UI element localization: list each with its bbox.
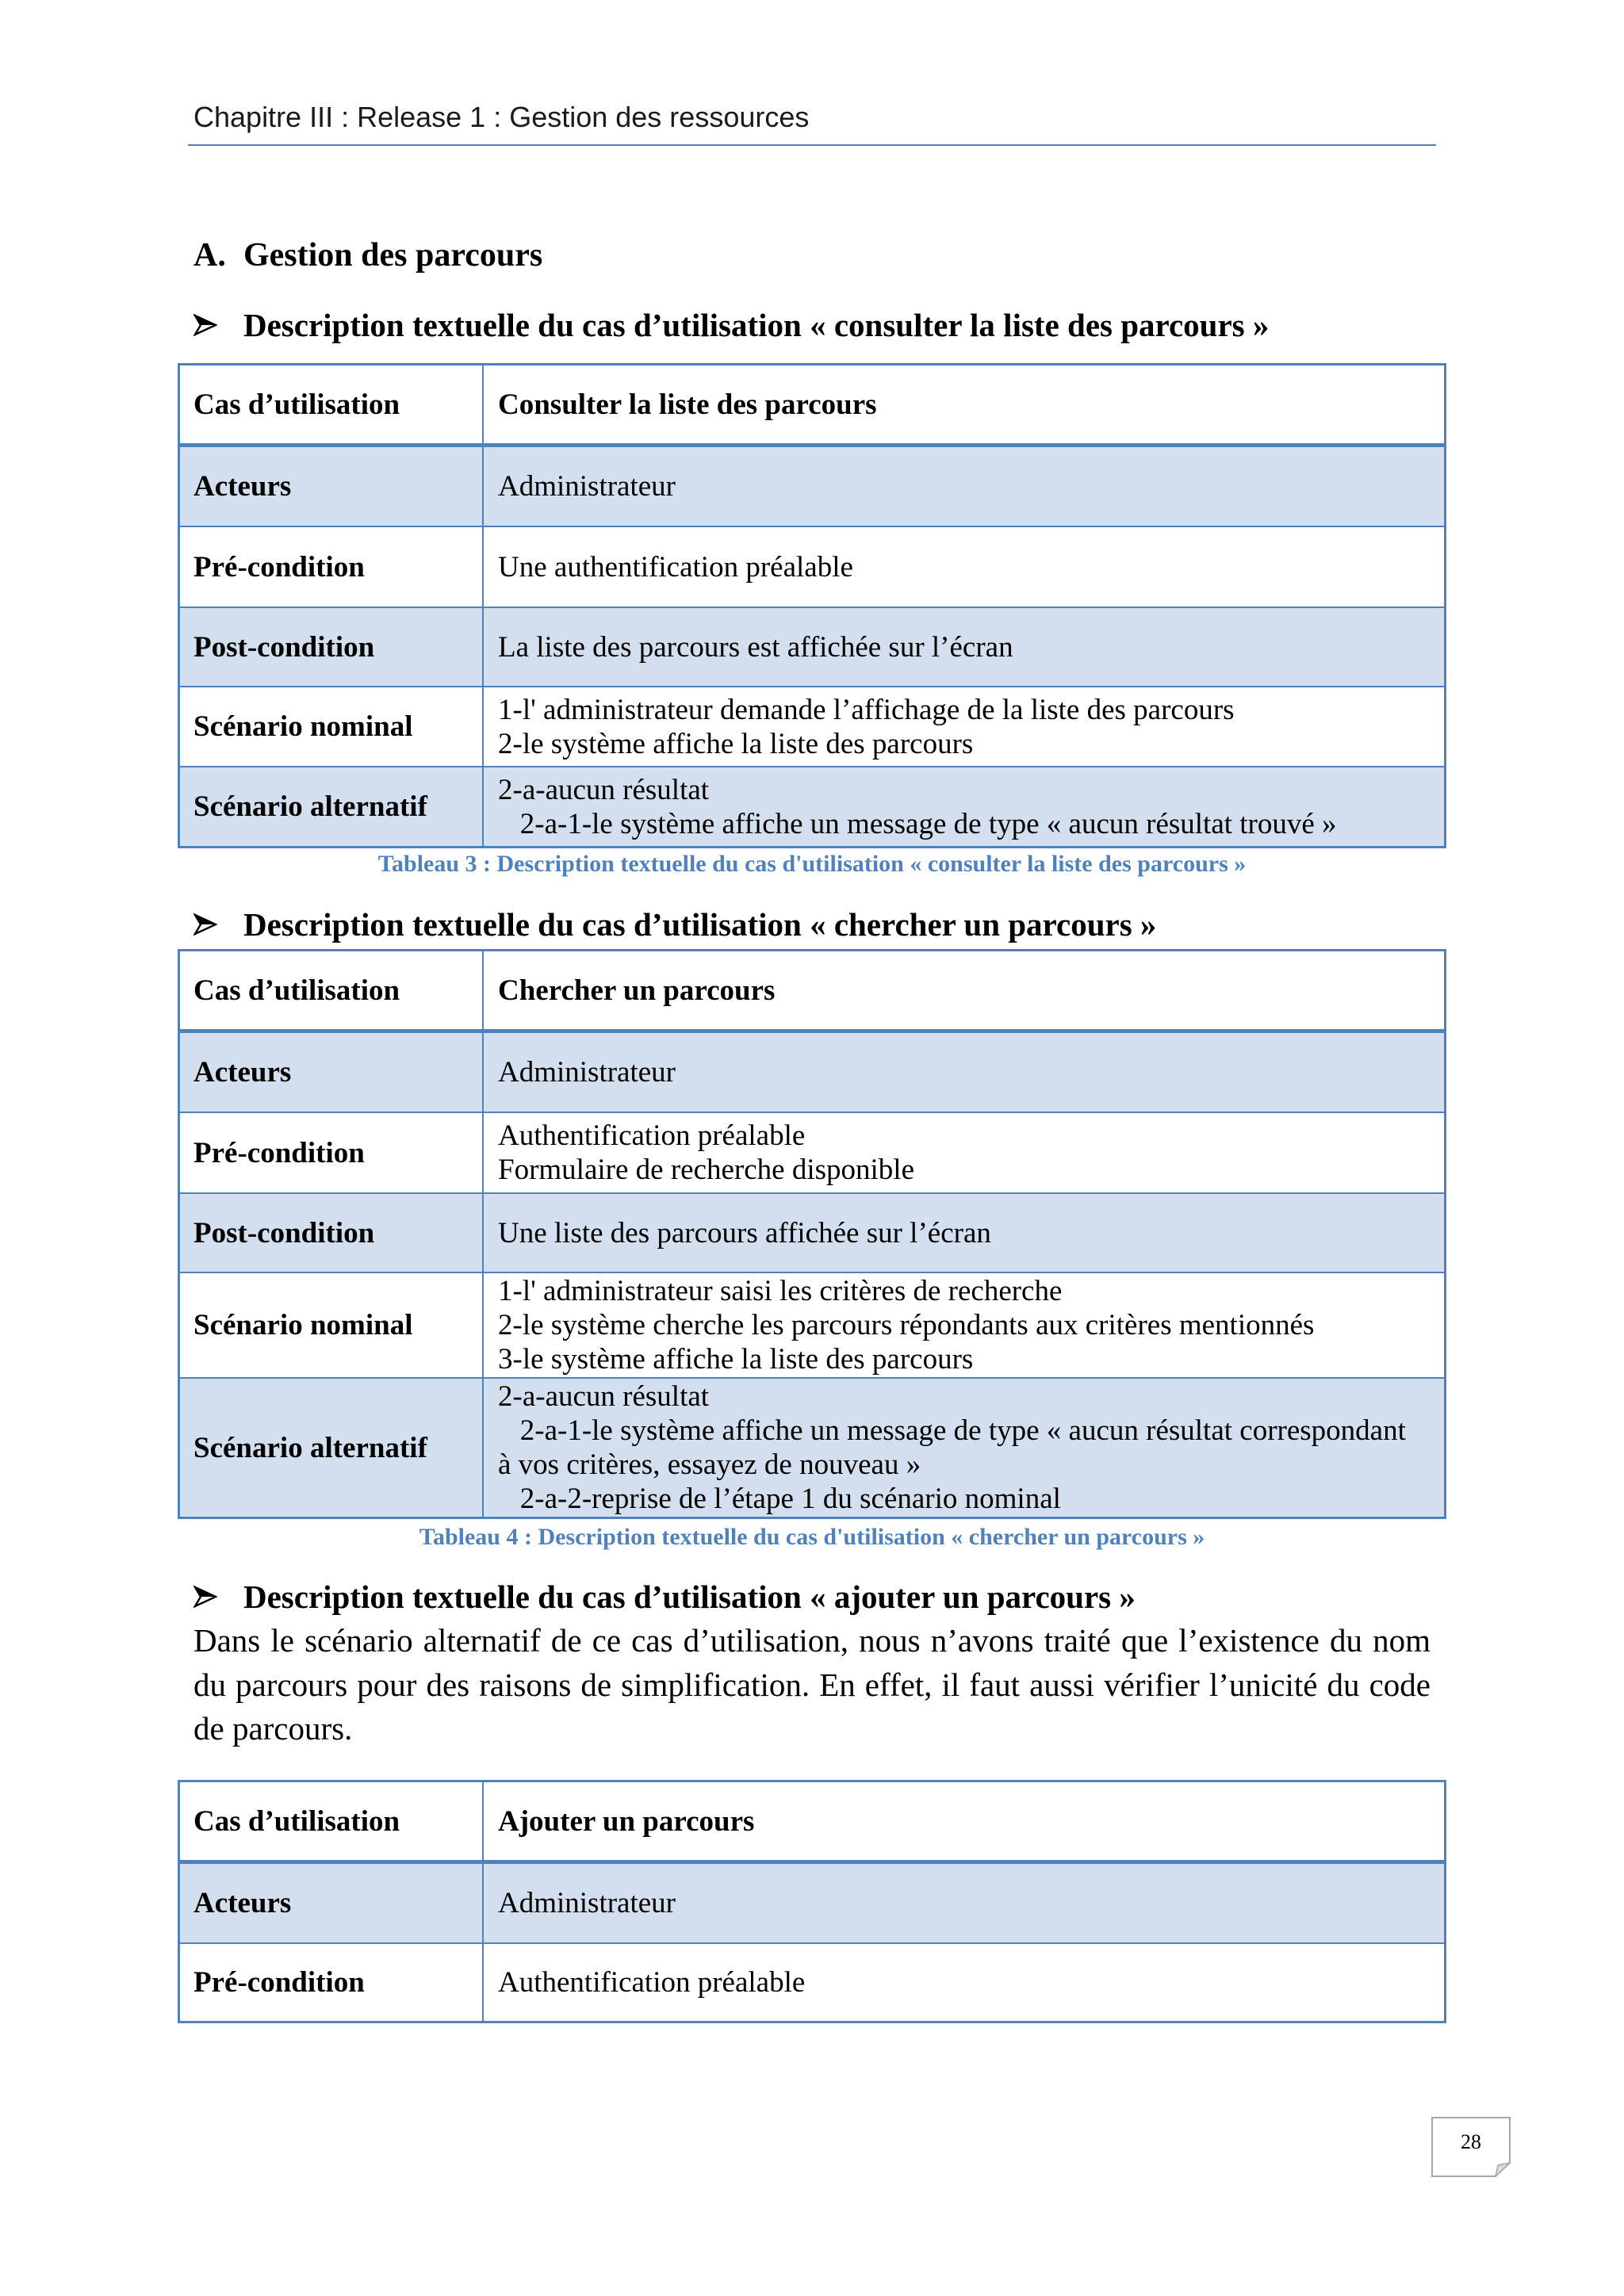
table-header-row: [180, 951, 1444, 1033]
row-label: [180, 1379, 484, 1517]
row-value-line: 2-a-aucun résultat: [498, 1380, 710, 1413]
row-label-text: Post-condition: [193, 1216, 375, 1249]
use-case-heading-text: Description textuelle du cas d’utilisation « consulter la liste des parcours »: [243, 307, 1270, 343]
row-label-text: Acteurs: [193, 1887, 292, 1919]
paragraph-line: de parcours.: [193, 1710, 353, 1747]
row-value: [484, 1273, 1444, 1377]
page-number-box: [1431, 2117, 1511, 2177]
row-label: [180, 1944, 484, 2021]
row-value-line: à vos critères, essayez de nouveau »: [498, 1448, 921, 1481]
row-label: [180, 687, 484, 766]
row-label-text: Pré-condition: [193, 1136, 365, 1169]
row-value-line: Authentification préalable: [498, 1966, 806, 1999]
row-value-line: Une authentification préalable: [498, 550, 853, 584]
table-row-pre-condition: [180, 1113, 1444, 1194]
row-value-line: Formulaire de recherche disponible: [498, 1154, 914, 1186]
use-case-heading: [193, 306, 1269, 344]
table-header-value: [484, 1782, 1444, 1860]
table-header-label-text: Cas d’utilisation: [193, 388, 400, 421]
table-header-value: [484, 951, 1444, 1029]
table-header-label: [180, 1782, 484, 1860]
use-case-heading-text: Description textuelle du cas d’utilisation « chercher un parcours »: [243, 906, 1157, 943]
row-value: [484, 1944, 1444, 2021]
use-case-table: [178, 949, 1446, 1519]
row-value-line: 2-a-aucun résultat: [498, 773, 710, 806]
use-case-heading: [193, 905, 1156, 943]
row-label: [180, 1864, 484, 1942]
row-label-text: Post-condition: [193, 630, 375, 664]
row-label-text: Acteurs: [193, 470, 292, 503]
table-header-value: [484, 365, 1444, 443]
body-paragraph: [193, 1619, 1431, 1751]
page-number: 28: [1461, 2130, 1481, 2153]
table-row-pre-condition: [180, 527, 1444, 608]
row-value: [484, 1033, 1444, 1112]
row-label: [180, 1194, 484, 1272]
use-case-table: [178, 1780, 1446, 2023]
row-label-text: Acteurs: [193, 1056, 292, 1089]
header-rule: [188, 144, 1436, 146]
table-header-value-text: Consulter la liste des parcours: [498, 388, 877, 421]
row-value-line: Administrateur: [498, 470, 676, 503]
row-value-line: 2-le système cherche les parcours répondants aux critères mentionnés: [498, 1309, 1315, 1341]
row-value-line: 1-l' administrateur demande l’affichage de la liste des parcours: [498, 693, 1235, 726]
row-value: [484, 447, 1444, 526]
paragraph-line: du parcours pour des raisons de simplification. En effet, il faut aussi vérifier l’unicité du code: [193, 1666, 1431, 1703]
table-header-value-text: Ajouter un parcours: [498, 1804, 755, 1838]
table-row-acteurs: [180, 447, 1444, 527]
row-value: [484, 1113, 1444, 1192]
table-header-row: [180, 365, 1444, 447]
row-value: [484, 1864, 1444, 1942]
row-label: [180, 527, 484, 607]
row-value-line: La liste des parcours est affichée sur l’écran: [498, 630, 1013, 664]
table-row-acteurs: [180, 1864, 1444, 1944]
row-value: [484, 608, 1444, 686]
row-value-line: 2-a-1-le système affiche un message de type « aucun résultat correspondant: [498, 1414, 1406, 1447]
row-value-line: Une liste des parcours affichée sur l’écran: [498, 1216, 991, 1249]
row-label: [180, 767, 484, 846]
arrowhead-bullet-icon: [193, 1585, 217, 1609]
row-value-line: Administrateur: [498, 1056, 676, 1089]
table-row-scenario-alternatif: [180, 767, 1444, 846]
row-value: [484, 1194, 1444, 1272]
row-value-line: Authentification préalable: [498, 1119, 806, 1152]
row-value-line: 2-a-1-le système affiche un message de type « aucun résultat trouvé »: [498, 807, 1337, 840]
row-value: [484, 687, 1444, 766]
paragraph-line: Dans le scénario alternatif de ce cas d’utilisation, nous n’avons traité que l’existence du nom: [193, 1622, 1431, 1659]
use-case-table: [178, 363, 1446, 848]
table-header-value-text: Chercher un parcours: [498, 974, 776, 1007]
row-value-line: 2-a-2-reprise de l’étape 1 du scénario nominal: [498, 1483, 1061, 1515]
table-caption: Tableau 3 : Description textuelle du cas d'utilisation « consulter la liste des parcours »: [377, 851, 1247, 877]
row-label: [180, 1113, 484, 1192]
table-row-pre-condition: [180, 1944, 1444, 2021]
row-value-line: 3-le système affiche la liste des parcours: [498, 1343, 974, 1376]
arrowhead-bullet-icon: [193, 313, 217, 337]
table-header-label: [180, 365, 484, 443]
table-header-label-text: Cas d’utilisation: [193, 974, 400, 1007]
use-case-heading: [193, 1578, 1136, 1616]
section-title: Gestion des parcours: [243, 237, 543, 274]
arrowhead-bullet-icon: [193, 913, 217, 936]
row-label: [180, 1033, 484, 1112]
row-value: [484, 1379, 1444, 1517]
row-value-line: 2-le système affiche la liste des parcours: [498, 727, 974, 760]
table-header-row: [180, 1782, 1444, 1864]
row-label: [180, 608, 484, 686]
row-label-text: Scénario alternatif: [193, 790, 427, 823]
row-label: [180, 1273, 484, 1377]
row-value: [484, 527, 1444, 607]
section-number: A.: [193, 237, 226, 274]
table-row-scenario-nominal: [180, 687, 1444, 767]
row-label-text: Scénario alternatif: [193, 1431, 427, 1464]
row-label: [180, 447, 484, 526]
row-value-line: Administrateur: [498, 1887, 676, 1919]
row-value-line: 1-l' administrateur saisi les critères de recherche: [498, 1275, 1063, 1307]
row-label-text: Scénario nominal: [193, 1309, 413, 1341]
table-caption: Tableau 4 : Description textuelle du cas d'utilisation « chercher un parcours »: [419, 1524, 1205, 1550]
row-value: [484, 767, 1444, 846]
table-header-label: [180, 951, 484, 1029]
row-label-text: Pré-condition: [193, 550, 365, 584]
table-row-scenario-alternatif: [180, 1379, 1444, 1517]
table-row-acteurs: [180, 1033, 1444, 1113]
table-row-post-condition: [180, 1194, 1444, 1273]
use-case-heading-text: Description textuelle du cas d’utilisation « ajouter un parcours »: [243, 1578, 1136, 1615]
running-header-title: Chapitre III : Release 1 : Gestion des ressources: [193, 101, 810, 133]
row-label-text: Pré-condition: [193, 1966, 365, 1999]
table-row-post-condition: [180, 608, 1444, 687]
table-row-scenario-nominal: [180, 1273, 1444, 1379]
row-label-text: Scénario nominal: [193, 710, 413, 743]
table-header-label-text: Cas d’utilisation: [193, 1804, 400, 1838]
